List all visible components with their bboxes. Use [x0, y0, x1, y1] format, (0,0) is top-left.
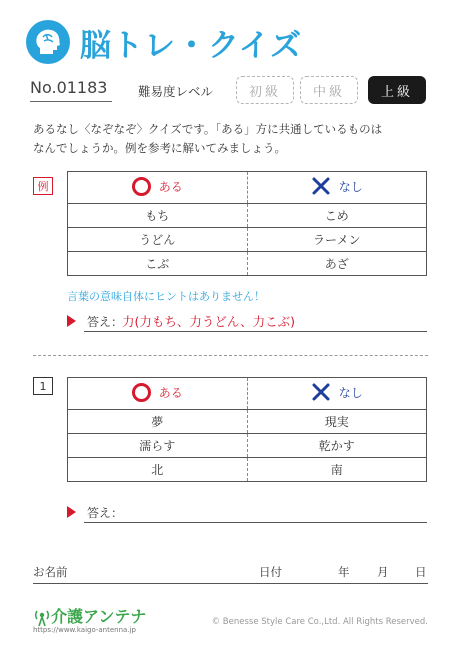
nashi-cell: こめ: [247, 204, 427, 228]
answer-arrow-icon: [67, 506, 76, 518]
ari-label: ある: [158, 385, 183, 400]
instructions-line-2: なんでしょうか。例を参考に解いてみましょう。: [33, 141, 286, 155]
quiz-number: No.01183: [30, 78, 108, 97]
brain-head-icon: [26, 20, 70, 64]
table-row: [68, 228, 427, 252]
ari-label: ある: [158, 179, 183, 194]
example-table: [67, 171, 427, 276]
example-answer-line: [84, 331, 427, 332]
date-label: 日付: [259, 565, 282, 579]
nashi-cell: 乾かす: [247, 434, 427, 458]
level-intermediate: 中級: [300, 76, 358, 104]
hint-text: 言葉の意味自体にヒントはありません！: [67, 290, 265, 303]
table-row: [68, 434, 427, 458]
nashi-label: なし: [338, 179, 363, 194]
ari-cell: こぶ: [68, 252, 248, 276]
question-answer-label: 答え：: [87, 506, 124, 520]
meta-row: [30, 76, 430, 104]
section-separator: [33, 355, 428, 356]
brand-name: 介護アンテナ: [51, 607, 147, 626]
page-title: 脳トレ・クイズ: [80, 27, 303, 64]
instructions-line-1: あるなし〈なぞなぞ〉クイズです。「ある」方に共通しているものは: [33, 122, 383, 136]
copyright: © Benesse Style Care Co.,Ltd. All Rights Reserved.: [211, 617, 428, 627]
nashi-cell: あざ: [247, 252, 427, 276]
name-date-line[interactable]: [33, 583, 428, 584]
ari-header: [68, 378, 248, 410]
question-answer-line[interactable]: [84, 522, 427, 523]
example-answer-value: 力(力もち、力うどん、力こぶ): [122, 314, 296, 329]
table-row: [68, 252, 427, 276]
answer-arrow-icon: [67, 315, 76, 327]
instructions: [33, 120, 433, 158]
ari-cell: うどん: [68, 228, 248, 252]
antenna-icon: [33, 607, 51, 627]
year-label: 年: [338, 565, 350, 579]
nashi-header: [247, 172, 427, 204]
cross-mark-icon: [311, 176, 331, 196]
footer-url: https://www.kaigo-antenna.jp: [33, 626, 136, 634]
difficulty-label: 難易度レベル: [138, 84, 214, 99]
nashi-header: [247, 378, 427, 410]
ari-cell: 北: [68, 458, 248, 482]
example-tag: 例: [33, 177, 53, 195]
day-label: 日: [415, 565, 427, 579]
circle-mark-icon: [132, 177, 151, 196]
level-beginner: 初級: [236, 76, 294, 104]
month-label: 月: [377, 565, 389, 579]
nashi-cell: ラーメン: [247, 228, 427, 252]
name-date-row: [33, 564, 428, 584]
table-row: [68, 410, 427, 434]
nashi-cell: 現実: [247, 410, 427, 434]
table-row: [68, 458, 427, 482]
circle-mark-icon: [132, 383, 151, 402]
nashi-cell: 南: [247, 458, 427, 482]
footer-logo: [33, 604, 146, 627]
ari-cell: 濡らす: [68, 434, 248, 458]
page-header: [26, 20, 302, 64]
question-tag: 1: [33, 377, 53, 395]
nashi-label: なし: [338, 385, 363, 400]
level-advanced: 上級: [368, 76, 426, 104]
table-row: [68, 204, 427, 228]
name-label: お名前: [33, 565, 68, 579]
ari-cell: 夢: [68, 410, 248, 434]
cross-mark-icon: [311, 382, 331, 402]
ari-header: [68, 172, 248, 204]
example-answer-label: 答え：: [87, 315, 124, 329]
quiz-number-underline: [30, 101, 112, 102]
ari-cell: もち: [68, 204, 248, 228]
question-table: [67, 377, 427, 482]
